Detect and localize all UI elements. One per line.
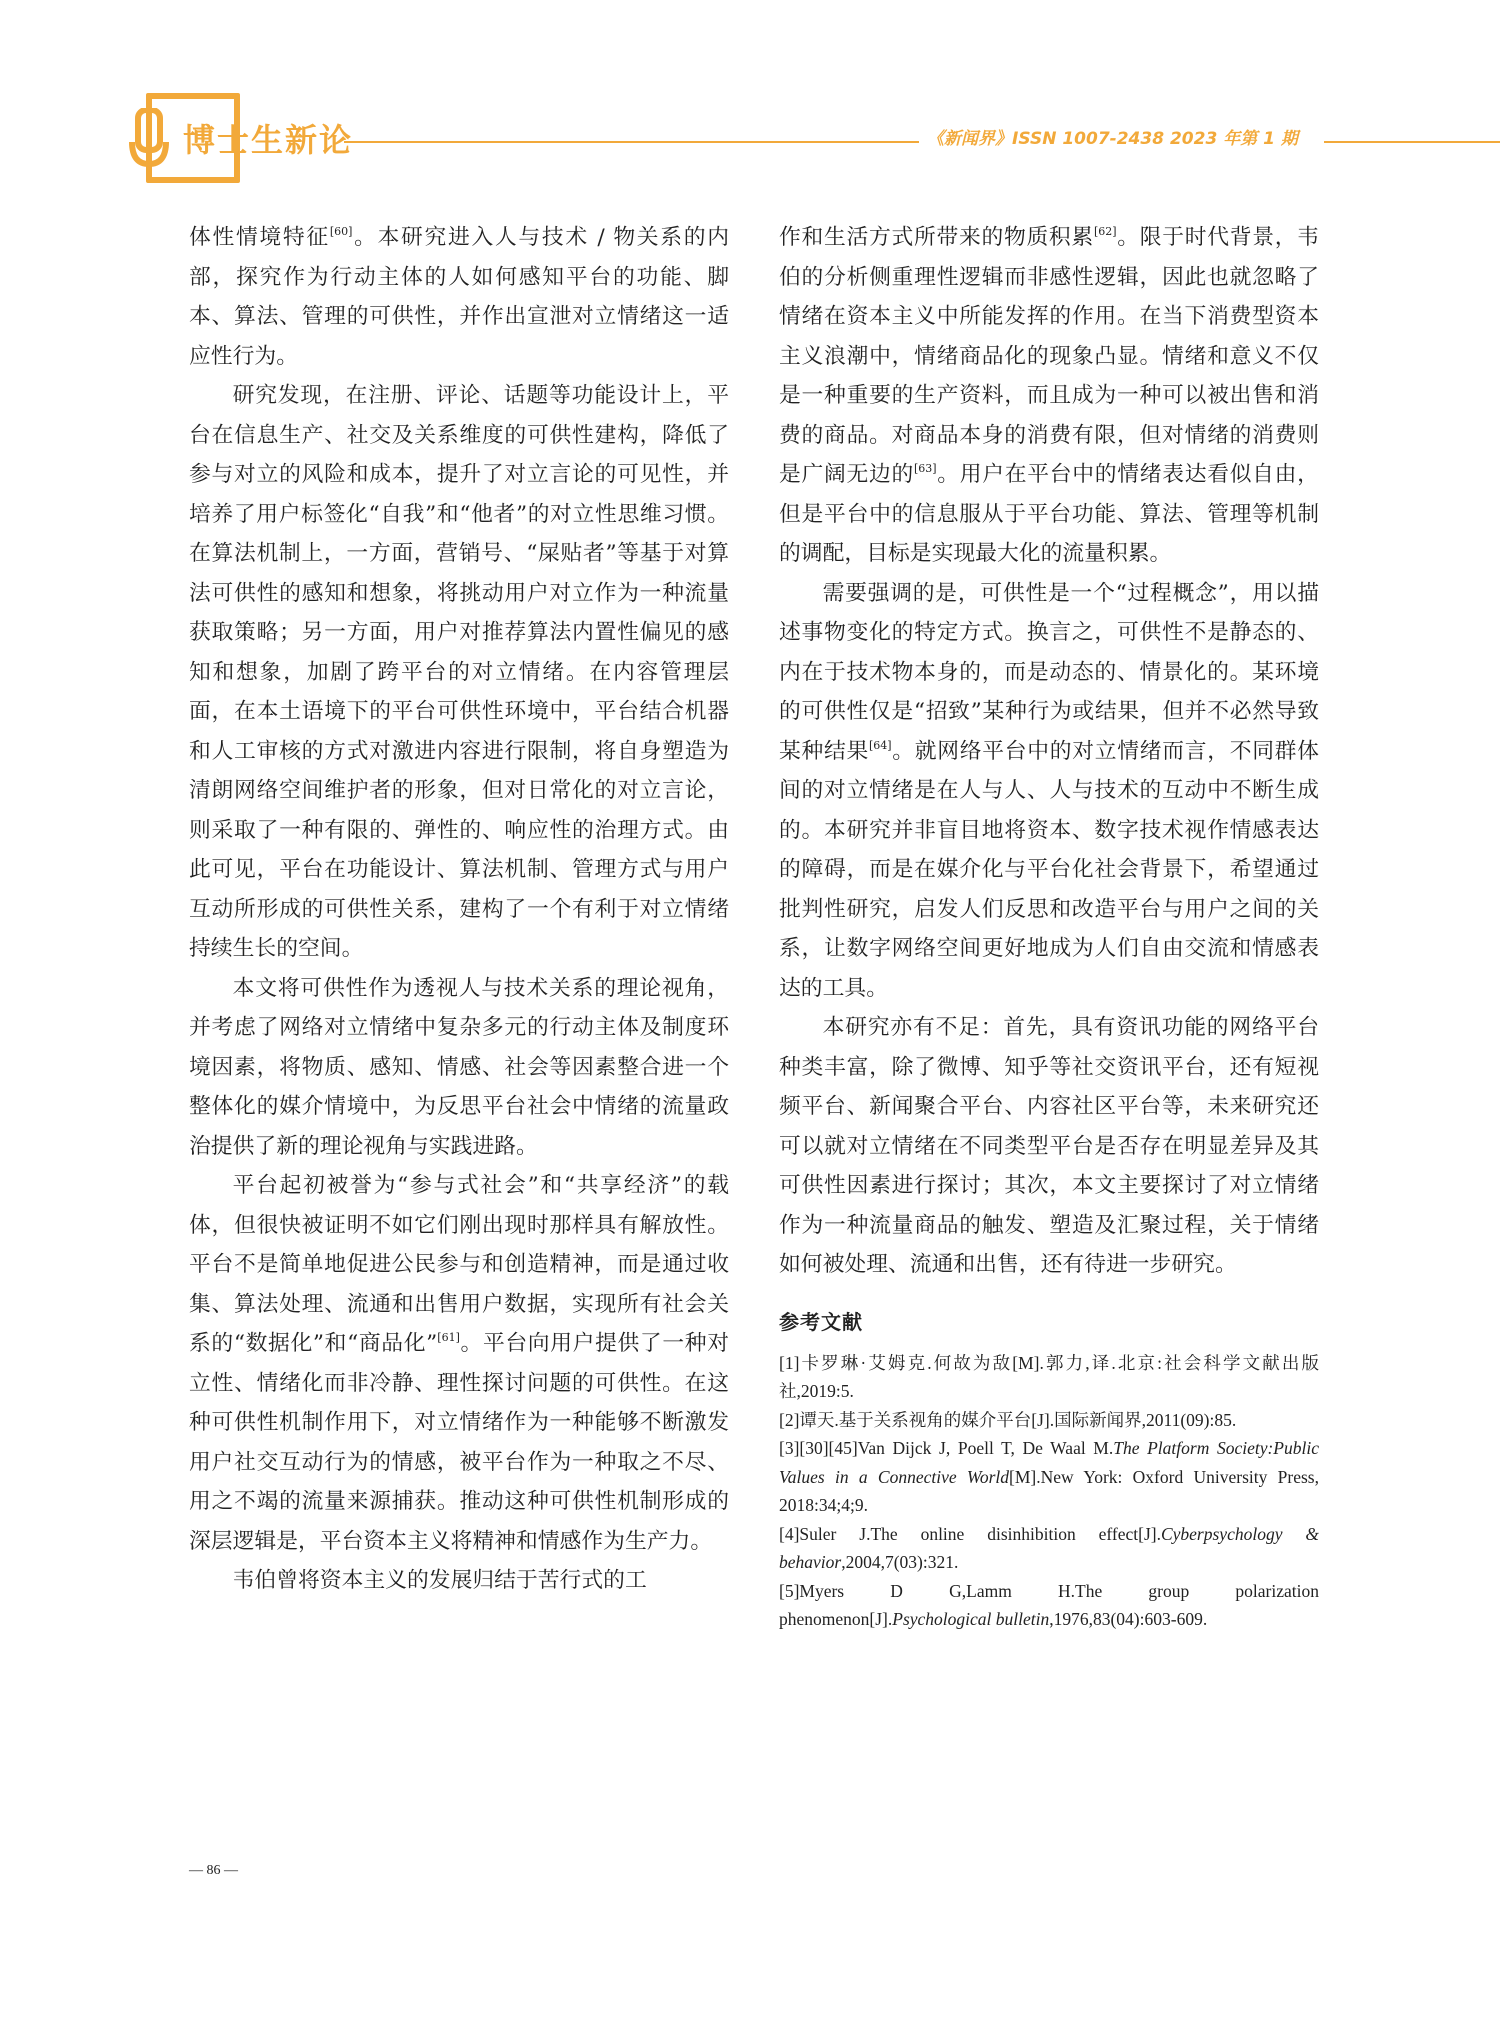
paragraph: [189, 969, 729, 1167]
paragraph: [779, 574, 1319, 1009]
italic-title: The Platform Society:Public Values in a Connective World: [779, 1438, 1319, 1487]
text-run: [2]谭天.基于关系视角的媒介平台[J].国际新闻界,2011(09):85.: [779, 1409, 1237, 1430]
reference-item: [779, 1406, 1319, 1435]
right-column-body: [779, 218, 1319, 1285]
reference-item: [779, 1577, 1319, 1634]
italic-title: Psychological bulletin: [892, 1609, 1050, 1629]
text-run: 本文将可供性作为透视人与技术关系的理论视角，并考虑了网络对立情绪中复杂多元的行动主体及制度环境因素，将物质、感知、情感、社会等因素整合进一个整体化的媒介情境中，为反思平台社会中情绪的流量政治提供了新的理论视角与实践进路。: [189, 975, 729, 1159]
references-list: [779, 1349, 1319, 1634]
header-rule-left: [344, 141, 919, 143]
paragraph: [189, 218, 729, 376]
right-column: [779, 218, 1319, 1634]
reference-item: [779, 1434, 1319, 1520]
italic-title: Cyberpsychology & behavior: [779, 1523, 1319, 1572]
left-column: [189, 218, 729, 1601]
text-run: 。就网络平台中的对立情绪而言，不同群体间的对立情绪是在人与人、人与技术的互动中不断生成的。本研究并非盲目地将资本、数字技术视作情感表达的障碍，而是在媒介化与平台化社会背景下，希望通过批判性研究，启发人们反思和改造平台与用户之间的关系，让数字网络空间更好地成为人们自由交流和情感表达的工具。: [779, 738, 1319, 1001]
text-run: ,1976,83(04):603-609.: [1049, 1609, 1208, 1629]
microphone-icon: [128, 108, 176, 182]
text-run: [M].New York: Oxford University Press, 2018:34;4;9.: [779, 1466, 1319, 1515]
text-run: [3][30][45]Van Dijck J, Poell T, De Waal M.: [779, 1438, 1114, 1458]
citation-marker: [62]: [1093, 225, 1117, 238]
journal-info: 《新闻界》ISSN 1007-2438 2023 年第 1 期: [927, 129, 1298, 149]
paragraph: [189, 1166, 729, 1561]
paragraph: [189, 376, 729, 969]
text-run: [5]Myers D G,Lamm H.The group polarization phenomenon[J].: [779, 1580, 1319, 1629]
paragraph: [779, 1008, 1319, 1285]
citation-marker: [60]: [329, 225, 353, 238]
text-run: 平台起初被誉为“参与式社会”和“共享经济”的载体，但很快被证明不如它们刚出现时那样具有解放性。平台不是简单地促进公民参与和创造精神，而是通过收集、算法处理、流通和出售用户数据，实现所有社会关系的“数据化”和“商品化”: [189, 1173, 729, 1356]
text-run: 。平台向用户提供了一种对立性、情绪化而非冷静、理性探讨问题的可供性。在这种可供性机制作用下，对立情绪作为一种能够不断激发用户社交互动行为的情感，被平台作为一种取之不尽、用之不竭的流量来源捕获。推动这种可供性机制形成的深层逻辑是，平台资本主义将精神和情感作为生产力。: [189, 1331, 729, 1554]
citation-marker: [61]: [437, 1331, 460, 1344]
section-title: 博士生新论: [183, 121, 354, 159]
paragraph: [779, 218, 1319, 574]
citation-marker: [64]: [868, 738, 892, 752]
references-title: 参考文献: [779, 1309, 863, 1334]
reference-item: [779, 1520, 1319, 1577]
text-run: 。本研究进入人与技术 / 物关系的内部，探究作为行动主体的人如何感知平台的功能、脚本、算法、管理的可供性，并作出宣泄对立情绪这一适应性行为。: [189, 225, 729, 369]
text-run: [1]卡罗琳·艾姆克.何故为敌[M].郭力,译.北京:社会科学文献出版社,2019:5.: [779, 1352, 1319, 1401]
text-run: 需要强调的是，可供性是一个“过程概念”，用以描述事物变化的特定方式。换言之，可供性不是静态的、内在于技术物本身的，而是动态的、情景化的。某环境的可供性仅是“招致”某种行为或结果，但并不必然导致某种结果: [779, 580, 1319, 764]
text-run: ,2004,7(03):321.: [841, 1552, 959, 1572]
citation-marker: [63]: [913, 462, 937, 475]
page-header: [0, 0, 1500, 200]
text-run: 。用户在平台中的情绪表达看似自由，但是平台中的信息服从于平台功能、算法、管理等机制的调配，目标是实现最大化的流量积累。: [779, 462, 1319, 566]
text-run: 。限于时代背景，韦伯的分析侧重理性逻辑而非感性逻辑，因此也就忽略了情绪在资本主义中所能发挥的作用。在当下消费型资本主义浪潮中，情绪商品化的现象凸显。情绪和意义不仅是一种重要的生产资料，而且成为一种可以被出售和消费的商品。对商品本身的消费有限，但对情绪的消费则是广阔无边的: [779, 225, 1319, 487]
header-rule-right: [1324, 141, 1500, 143]
paragraph: [189, 1561, 729, 1601]
text-run: 韦伯曾将资本主义的发展归结于苦行式的工: [232, 1568, 647, 1593]
page-number: — 86 —: [189, 1863, 238, 1878]
text-run: 本研究亦有不足：首先，具有资讯功能的网络平台种类丰富，除了微博、知乎等社交资讯平台，还有短视频平台、新闻聚合平台、内容社区平台等，未来研究还可以就对立情绪在不同类型平台是否存在明显差异及其可供性因素进行探讨；其次，本文主要探讨了对立情绪作为一种流量商品的触发、塑造及汇聚过程，关于情绪如何被处理、流通和出售，还有待进一步研究。: [779, 1015, 1319, 1277]
text-run: 体性情境特征: [189, 225, 330, 250]
reference-item: [779, 1349, 1319, 1406]
text-run: 作和生活方式所带来的物质积累: [779, 225, 1094, 250]
text-run: [4]Suler J.The online disinhibition effect[J].: [779, 1523, 1161, 1544]
text-run: 研究发现，在注册、评论、话题等功能设计上，平台在信息生产、社交及关系维度的可供性建构，降低了参与对立的风险和成本，提升了对立言论的可见性，并培养了用户标签化“自我”和“他者”的对立性思维习惯。在算法机制上，一方面，营销号、“屎贴者”等基于对算法可供性的感知和想象，将挑动用户对立作为一种流量获取策略；另一方面，用户对推荐算法内置性偏见的感知和想象，加剧了跨平台的对立情绪。在内容管理层面，在本土语境下的平台可供性环境中，平台结合机器和人工审核的方式对激进内容进行限制，将自身塑造为清朗网络空间维护者的形象，但对日常化的对立言论，则采取了一种有限的、弹性的、响应性的治理方式。由此可见，平台在功能设计、算法机制、管理方式与用户互动所形成的可供性关系，建构了一个有利于对立情绪持续生长的空间。: [189, 383, 729, 961]
